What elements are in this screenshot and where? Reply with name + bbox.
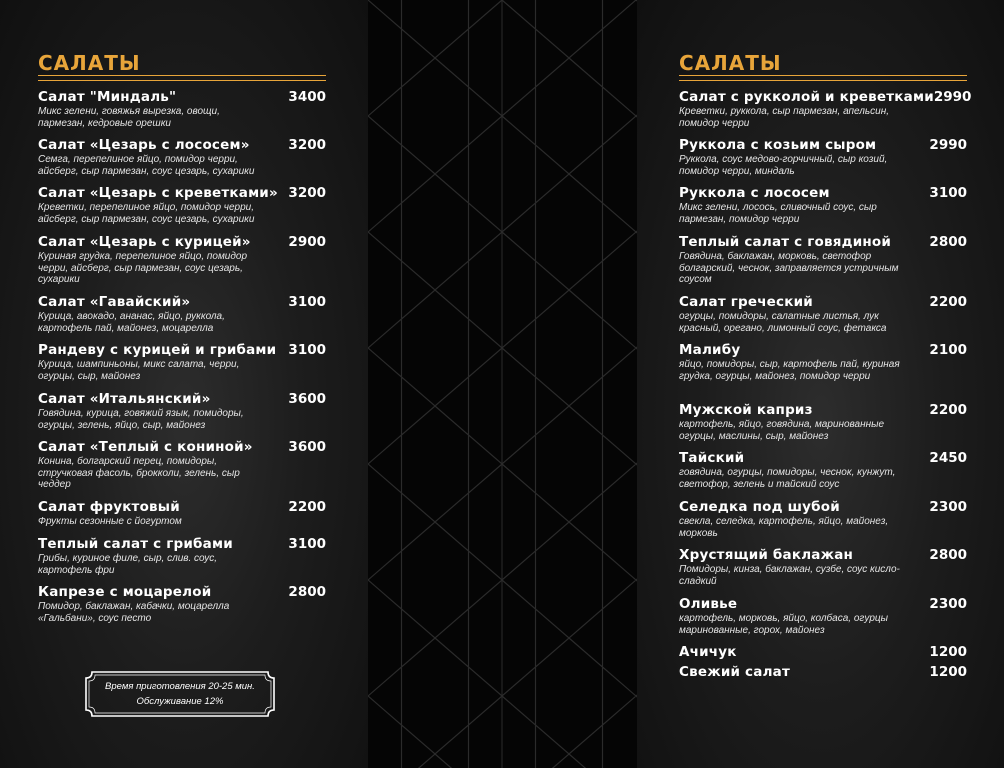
item-name: Руккола с козьим сыром (679, 137, 877, 153)
item-price: 1200 (929, 664, 967, 680)
menu-item (38, 391, 326, 431)
menu-item (38, 536, 326, 576)
menu-item (38, 294, 326, 334)
item-name: Ачичук (679, 644, 737, 660)
menu-item (679, 89, 972, 129)
item-description: Руккола, соус медово-горчичный, сыр козий, помидор черри, миндаль (679, 154, 888, 177)
item-price: 2800 (288, 584, 326, 600)
menu-item (679, 342, 967, 382)
menu-item (679, 644, 967, 660)
item-description: картофель, морковь, яйцо, колбаса, огурцы маринованные, горох, майонез (679, 613, 888, 636)
item-description: Микс зелени, лосось, сливочный соус, сыр пармезан, помидор черри (679, 202, 877, 225)
title-divider (38, 75, 326, 81)
menu-item (679, 402, 967, 442)
item-price: 3200 (288, 137, 326, 153)
item-price: 3200 (288, 185, 326, 201)
item-description: Куриная грудка, перепелиное яйцо, помидор черри, айсберг, сыр пармезан, соус цезарь, сухарики (38, 251, 248, 285)
menu-item (38, 89, 326, 129)
item-price: 2900 (288, 234, 326, 250)
item-price: 3100 (929, 185, 967, 201)
item-price: 2800 (929, 547, 967, 563)
item-description: Креветки, перепелиное яйцо, помидор черри, айсберг, сыр пармезан, соус цезарь, сухарики (38, 202, 255, 225)
menu-item (38, 584, 326, 624)
item-name: Салат «Гавайский» (38, 294, 191, 310)
item-description: яйцо, помидоры, сыр, картофель пай, куриная грудка, огурцы, майонез, помидор черри (679, 359, 900, 382)
item-price: 2800 (929, 234, 967, 250)
menu-item (38, 234, 326, 286)
item-price: 3100 (288, 342, 326, 358)
menu-item (679, 450, 967, 490)
item-name: Тайский (679, 450, 745, 466)
prep-time-text: Время приготовления 20-25 мин. (105, 681, 255, 692)
preparation-info-box (86, 672, 274, 716)
item-name: Рандеву с курицей и грибами (38, 342, 277, 358)
item-price: 3600 (288, 391, 326, 407)
item-price: 3400 (288, 89, 326, 105)
item-name: Капрезе с моцарелой (38, 584, 212, 600)
menu-item (38, 439, 326, 491)
item-description: Говядина, баклажан, морковь, светофор болгарский, чеснок, заправляется устричным соусом (679, 251, 899, 285)
item-price: 3100 (288, 536, 326, 552)
menu-item (38, 137, 326, 177)
title-divider (679, 75, 967, 81)
item-price: 3100 (288, 294, 326, 310)
item-description: Курица, шампиньоны, микс салата, черри, огурцы, сыр, майонез (38, 359, 240, 382)
item-name: Салат «Теплый с кониной» (38, 439, 253, 455)
item-description: Говядина, курица, говяжий язык, помидоры, огурцы, зелень, яйцо, сыр, майонез (38, 408, 244, 431)
item-name: Мужской каприз (679, 402, 813, 418)
item-price: 3600 (288, 439, 326, 455)
item-description: Помидор, баклажан, кабачки, моцарелла «Гальбани», соус песто (38, 601, 230, 624)
item-price: 2100 (929, 342, 967, 358)
item-description: Фрукты сезонные с йогуртом (38, 516, 182, 527)
menu-item (679, 664, 967, 680)
menu-item (679, 294, 967, 334)
item-description: Помидоры, кинза, баклажан, сузбе, соус кисло-сладкий (679, 564, 900, 587)
item-name: Руккола с лососем (679, 185, 830, 201)
item-name: Селедка под шубой (679, 499, 840, 515)
menu-item (679, 185, 967, 225)
item-price: 2990 (933, 89, 972, 105)
section-title: САЛАТЫ (679, 51, 782, 75)
menu-item (679, 596, 967, 636)
item-price: 2990 (929, 137, 967, 153)
item-price: 2200 (929, 402, 967, 418)
item-name: Салат «Цезарь с лососем» (38, 137, 250, 153)
item-name: Салат с рукколой и креветками (679, 89, 934, 105)
item-price: 2200 (929, 294, 967, 310)
item-name: Хрустящий баклажан (679, 547, 854, 563)
item-price: 2450 (929, 450, 967, 466)
item-price: 2300 (929, 499, 967, 515)
menu-item (38, 185, 326, 225)
item-name: Салат «Цезарь с креветками» (38, 185, 278, 201)
item-price: 2300 (929, 596, 967, 612)
item-name: Теплый салат с говядиной (679, 234, 892, 250)
center-hexagon-pattern (368, 0, 637, 768)
item-price: 1200 (929, 644, 967, 660)
item-description: свекла, селедка, картофель, яйцо, майонез, морковь (679, 516, 889, 539)
item-name: Свежий салат (679, 664, 790, 680)
item-name: Салат «Цезарь с курицей» (38, 234, 251, 250)
item-name: Теплый салат с грибами (38, 536, 233, 552)
item-description: Микс зелени, говяжья вырезка, овощи, пармезан, кедровые орешки (38, 106, 220, 129)
item-price: 2200 (288, 499, 326, 515)
item-name: Салат греческий (679, 294, 813, 310)
item-description: огурцы, помидоры, салатные листья, лук красный, орегано, лимонный соус, фетакса (679, 311, 887, 334)
section-title: САЛАТЫ (38, 51, 141, 75)
item-description: Креветки, руккола, сыр пармезан, апельсин, помидор черри (679, 106, 890, 129)
item-name: Малибу (679, 342, 741, 358)
item-name: Салат фруктовый (38, 499, 180, 515)
menu-item (679, 547, 967, 587)
menu-item (38, 499, 326, 528)
item-description: картофель, яйцо, говядина, маринованные огурцы, маслины, сыр, майонез (679, 419, 885, 442)
service-charge-text: Обслуживание 12% (136, 696, 224, 707)
item-description: Грибы, куриное филе, сыр, слив. соус, картофель фри (38, 553, 218, 576)
menu-item (38, 342, 326, 382)
item-name: Салат "Миндаль" (38, 89, 177, 105)
item-description: Семга, перепелиное яйцо, помидор черри, айсберг, сыр пармезан, соус цезарь, сухарики (38, 154, 255, 177)
item-description: Конина, болгарский перец, помидоры, стручковая фасоль, брокколи, зелень, сыр чеддер (38, 456, 240, 490)
item-description: говядина, огурцы, помидоры, чеснок, кунжут, светофор, зелень и тайский соус (679, 467, 896, 490)
menu-item (679, 137, 967, 177)
item-name: Салат «Итальянский» (38, 391, 211, 407)
menu-item (679, 234, 967, 286)
item-description: Курица, авокадо, ананас, яйцо, руккола, картофель пай, майонез, моцарелла (38, 311, 225, 334)
menu-item (679, 499, 967, 539)
item-name: Оливье (679, 596, 738, 612)
